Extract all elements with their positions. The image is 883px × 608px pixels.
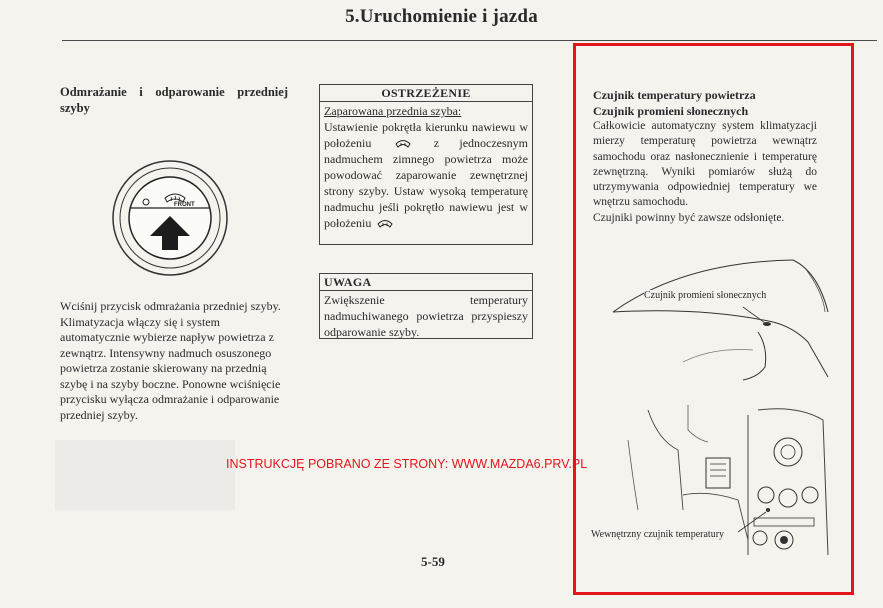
sensor-heading-line2: Czujnik promieni słonecznych	[593, 103, 749, 118]
warning-text-part2: z jednoczesnym nadmuchem zimnego powietrza może powodować zaparowanie zewnętrznej strony szyby. Ustaw wysoką temperaturę nadmuchu jeśli pokrętło nawiewu jest w położeniu	[324, 136, 528, 230]
note-body: Zwiększenie temperatury nadmuchiwanego powietrza przyspieszy odparowanie szyby.	[324, 293, 528, 339]
page-number: 5-59	[421, 554, 445, 569]
temperature-sensor-icon	[766, 508, 770, 512]
defrost-description: Wciśnij przycisk odmrażania przedniej szyby. Klimatyzacja włączy się i system automatycznie wybierze napływ powietrza z zewnątrz. Intensywny nadmuch osuszonego powietrza zostanie skierowany na przednią szybę i na szyby boczne. Ponowne wciśnięcie przycisku wyłącza odmrażanie i odparowanie przedniej szyby.	[60, 299, 281, 422]
warning-box	[319, 84, 533, 245]
defrost-heading: Odmrażanie i odparowanie przedniej szyby	[60, 85, 288, 115]
sensor-text-part1: Całkowicie automatyczny system klimatyzacji mierzy temperaturę powietrza wewnątrz samochodu oraz nasłonecznienie i temperaturę zewnętrzną. Wyniki pomiarów służą do utrzymywania odpowiedniej temperatury we wnętrzu samochodu.	[593, 120, 817, 209]
defrost-button-illustration	[110, 158, 230, 278]
sensor-description	[593, 119, 817, 226]
header-divider	[62, 40, 877, 41]
warning-title: OSTRZEŻENIE	[320, 85, 532, 102]
cabin-sensor-label: Wewnętrzny czujnik temperatury	[591, 529, 725, 540]
sun-sensor-illustration	[593, 252, 833, 387]
download-watermark: INSTRUKCJĘ POBRANO ZE STRONY: WWW.MAZDA6.PRV.PL	[226, 457, 588, 471]
page-title: 5.Uruchomienie i jazda	[345, 6, 538, 27]
sensor-heading	[593, 88, 823, 119]
warning-text-part1: Ustawienie pokrętła kierunku nawiewu w położeniu	[324, 120, 528, 150]
sun-sensor-label: Czujnik promieni słonecznych	[644, 290, 767, 301]
sensor-text-part2: Czujniki powinny być zawsze odsłonięte.	[593, 211, 785, 224]
sun-sensor-icon	[763, 322, 771, 326]
warning-body	[320, 102, 532, 233]
svg-text:FRONT: FRONT	[174, 202, 195, 208]
sensor-heading-line1: Czujnik temperatury powietrza	[593, 88, 756, 102]
warning-subtitle: Zaparowana przednia szyba:	[324, 104, 462, 118]
note-title: UWAGA	[320, 274, 532, 291]
note-box	[319, 273, 533, 339]
windshield-airflow-icon	[395, 137, 411, 149]
windshield-airflow-icon	[377, 217, 393, 229]
background-smudge	[55, 440, 235, 510]
